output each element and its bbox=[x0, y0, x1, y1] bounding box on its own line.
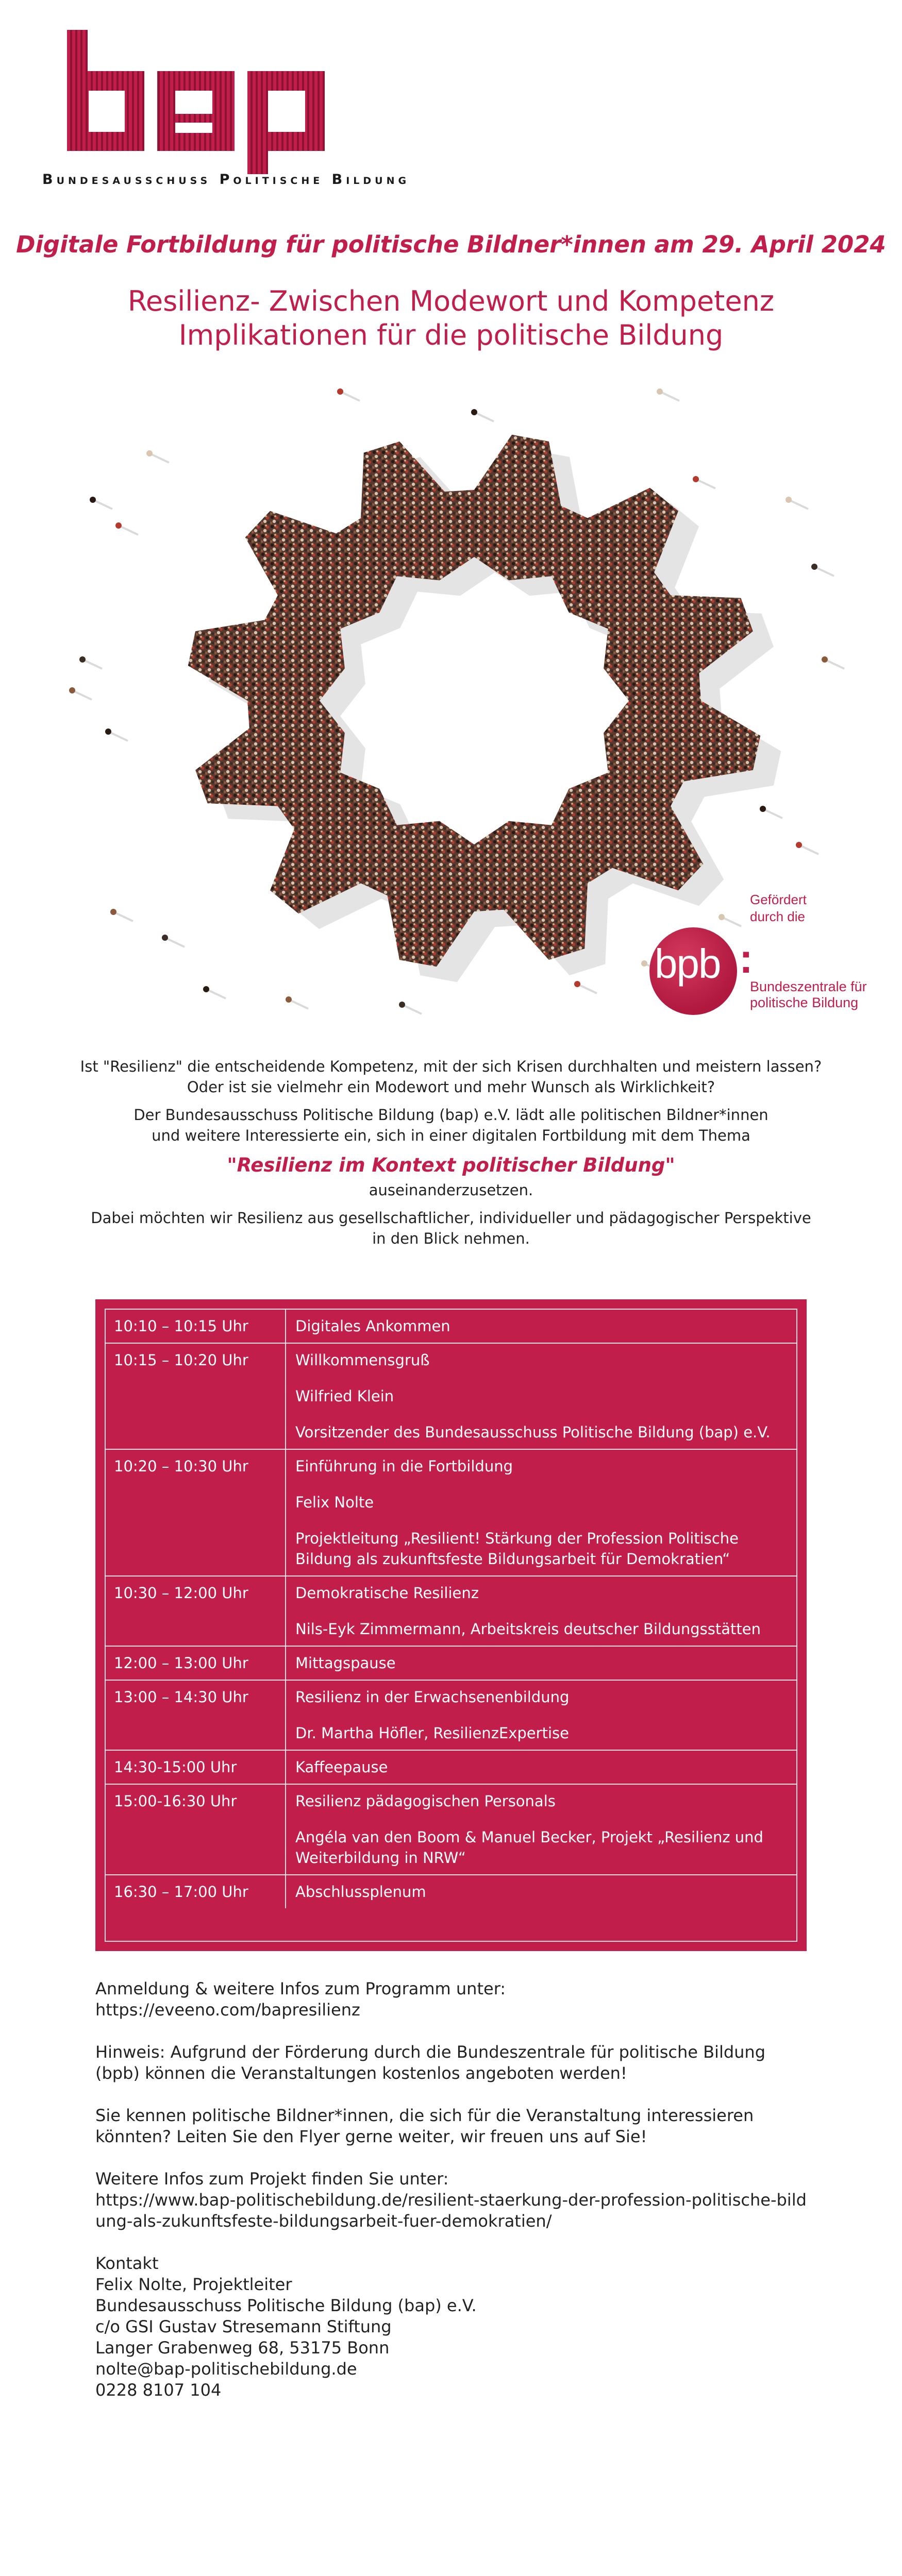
person-dot bbox=[786, 497, 792, 503]
schedule-table bbox=[95, 1299, 807, 1951]
schedule-row bbox=[106, 1647, 796, 1681]
schedule-row bbox=[106, 1681, 796, 1751]
registration-label: Anmeldung & weitere Infos zum Programm unter: bbox=[95, 1979, 506, 1998]
intro-question-line2: Oder ist sie vielmehr ein Modewort und mehr Wunsch als Wirklichkeit? bbox=[187, 1078, 715, 1096]
schedule-session-title: Digitales Ankommen bbox=[295, 1317, 450, 1335]
schedule-session-title: Demokratische Resilienz bbox=[295, 1584, 479, 1602]
person-dot bbox=[641, 960, 647, 967]
bpb-logo-colon: : bbox=[739, 936, 753, 981]
schedule-content bbox=[286, 1577, 796, 1646]
intro-continuation: auseinanderzusetzen. bbox=[369, 1181, 533, 1199]
schedule-row bbox=[106, 1875, 796, 1908]
bap-logo bbox=[36, 25, 500, 200]
person-dot bbox=[811, 564, 817, 570]
schedule-content bbox=[286, 1875, 796, 1908]
schedule-time: 16:30 – 17:00 Uhr bbox=[106, 1875, 286, 1908]
contact-block bbox=[95, 2253, 812, 2401]
funding-notice bbox=[649, 891, 887, 1020]
schedule-content bbox=[286, 1310, 796, 1343]
funding-label-line1: Gefördert bbox=[750, 892, 807, 907]
schedule-content bbox=[286, 1681, 796, 1750]
schedule-time: 10:20 – 10:30 Uhr bbox=[106, 1450, 286, 1575]
event-title bbox=[0, 284, 902, 352]
schedule-time: 15:00-16:30 Uhr bbox=[106, 1785, 286, 1874]
intro-question-line1: Ist "Resilienz" die entscheidende Kompetenz, mit der sich Krisen durchhalten und meistern lassen? bbox=[80, 1058, 822, 1075]
share-note: Sie kennen politische Bildner*innen, die sich für die Veranstaltung interessieren könnten? Leiten Sie den Flyer gerne weiter, wir freuen uns auf Sie! bbox=[95, 2106, 754, 2146]
intro-text bbox=[52, 1056, 850, 1256]
intro-question bbox=[52, 1056, 850, 1097]
contact-org: Bundesausschuss Politische Bildung (bap) e.V. bbox=[95, 2296, 477, 2315]
funding-label bbox=[750, 891, 807, 925]
registration-info bbox=[95, 1978, 812, 2021]
footer-info bbox=[95, 1978, 812, 2422]
schedule-session-title: Mittagspause bbox=[295, 1654, 396, 1672]
schedule-content bbox=[286, 1647, 796, 1680]
schedule-session-detail: Vorsitzender des Bundesausschuss Politische Bildung (bap) e.V. bbox=[295, 1423, 771, 1441]
schedule-row bbox=[106, 1577, 796, 1647]
person-dot bbox=[79, 656, 86, 663]
schedule-time: 14:30-15:00 Uhr bbox=[106, 1751, 286, 1784]
schedule-session-title: Willkommensgruß bbox=[295, 1351, 430, 1369]
contact-street: Langer Grabenweg 68, 53175 Bonn bbox=[95, 2338, 390, 2358]
bpb-name-line2: politische Bildung bbox=[750, 995, 859, 1010]
schedule-session-title: Abschlussplenum bbox=[295, 1883, 426, 1901]
contact-email[interactable]: nolte@bap-politischebildung.de bbox=[95, 2359, 357, 2379]
contact-heading: Kontakt bbox=[95, 2253, 159, 2273]
schedule-time: 12:00 – 13:00 Uhr bbox=[106, 1647, 286, 1680]
schedule-session-detail: Felix Nolte bbox=[295, 1494, 374, 1511]
bpb-logo-text: bpb bbox=[655, 941, 721, 987]
intro-invitation-line1: Der Bundesausschuss Politische Bildung (bap) e.V. lädt alle politischen Bildner*innen bbox=[133, 1106, 769, 1124]
logo-subline: Bundesausschuss Politische Bildung bbox=[42, 172, 410, 188]
schedule-row bbox=[106, 1310, 796, 1344]
project-info bbox=[95, 2168, 812, 2232]
schedule-content bbox=[286, 1450, 796, 1575]
schedule-time: 10:15 – 10:20 Uhr bbox=[106, 1344, 286, 1449]
intro-invitation-line2: und weitere Interessierte ein, sich in einer digitalen Fortbildung mit dem Thema bbox=[152, 1127, 750, 1144]
schedule-row bbox=[106, 1344, 796, 1450]
intro-perspective-line1: Dabei möchten wir Resilienz aus gesellschaftlicher, individueller und pädagogischer Perspektive bbox=[91, 1209, 811, 1227]
person-dot bbox=[693, 476, 699, 482]
contact-co: c/o GSI Gustav Stresemann Stiftung bbox=[95, 2317, 392, 2336]
event-title-line2: Implikationen für die politische Bildung bbox=[178, 319, 724, 351]
schedule-content bbox=[286, 1751, 796, 1784]
person-dot bbox=[796, 842, 802, 848]
event-title-line1: Resilienz- Zwischen Modewort und Kompetenz bbox=[127, 285, 775, 317]
funding-hint: Hinweis: Aufgrund der Förderung durch die Bundeszentrale für politische Bildung (bpb) können die Veranstaltungen kostenlos angeboten werden! bbox=[95, 2042, 766, 2083]
bap-wordmark-graphic bbox=[67, 30, 356, 174]
person-dot bbox=[286, 996, 292, 1003]
person-dot bbox=[115, 522, 122, 529]
schedule-content bbox=[286, 1344, 796, 1449]
schedule-time: 10:10 – 10:15 Uhr bbox=[106, 1310, 286, 1343]
schedule-time: 10:30 – 12:00 Uhr bbox=[106, 1577, 286, 1646]
schedule-session-title: Einführung in die Fortbildung bbox=[295, 1458, 513, 1475]
person-dot bbox=[90, 497, 96, 503]
project-info-label: Weitere Infos zum Projekt finden Sie unter: bbox=[95, 2169, 449, 2189]
schedule-session-detail: Dr. Martha Höfler, ResilienzExpertise bbox=[295, 1724, 569, 1742]
schedule-session-detail: Nils-Eyk Zimmermann, Arbeitskreis deutscher Bildungsstätten bbox=[295, 1620, 761, 1638]
schedule-session-detail: Wilfried Klein bbox=[295, 1387, 394, 1405]
contact-phone: 0228 8107 104 bbox=[95, 2380, 222, 2400]
schedule-session-title: Resilienz pädagogischen Personals bbox=[295, 1792, 556, 1810]
person-dot bbox=[105, 728, 111, 735]
intro-perspective bbox=[52, 1208, 850, 1249]
schedule-session-title: Kaffeepause bbox=[295, 1758, 388, 1776]
person-dot bbox=[822, 656, 828, 663]
schedule-table-body bbox=[105, 1309, 797, 1942]
person-dot bbox=[399, 1002, 405, 1008]
schedule-content bbox=[286, 1785, 796, 1874]
schedule-session-detail: Projektleitung „Resilient! Stärkung der Profession Politische Bildung als zukunftsfeste Bildungsarbeit für Demokratien“ bbox=[295, 1530, 739, 1568]
person-dot bbox=[146, 450, 153, 456]
funding-label-line2: durch die bbox=[750, 909, 805, 924]
person-dot bbox=[203, 986, 209, 992]
topic-highlight: "Resilienz im Kontext politischer Bildung" bbox=[227, 1154, 675, 1176]
intro-perspective-line2: in den Blick nehmen. bbox=[372, 1230, 530, 1247]
schedule-session-title: Resilienz in der Erwachsenenbildung bbox=[295, 1688, 570, 1706]
schedule-session-detail: Angéla van den Boom & Manuel Becker, Projekt „Resilienz und Weiterbildung in NRW“ bbox=[295, 1828, 763, 1867]
person-dot bbox=[760, 806, 766, 812]
schedule-row bbox=[106, 1785, 796, 1875]
person-dot bbox=[471, 409, 477, 415]
event-subtitle: Digitale Fortbildung für politische Bildner*innen am 29. April 2024 bbox=[16, 231, 886, 258]
bpb-name bbox=[750, 979, 867, 1011]
person-dot bbox=[574, 981, 580, 987]
project-link[interactable]: https://www.bap-politischebildung.de/resilient-staerkung-der-profession-politische-bildung-als-zukunftsfeste-bildungsarbeit-fuer-demokratien/ bbox=[95, 2190, 807, 2231]
schedule-time: 13:00 – 14:30 Uhr bbox=[106, 1681, 286, 1750]
contact-name: Felix Nolte, Projektleiter bbox=[95, 2275, 292, 2294]
person-dot bbox=[110, 909, 116, 915]
person-dot bbox=[337, 388, 343, 395]
schedule-row bbox=[106, 1450, 796, 1577]
person-dot bbox=[162, 935, 168, 941]
intro-invitation bbox=[52, 1105, 850, 1146]
person-dot bbox=[69, 687, 75, 693]
bpb-name-line1: Bundeszentrale für bbox=[750, 979, 867, 994]
schedule-row bbox=[106, 1751, 796, 1785]
person-dot bbox=[657, 388, 663, 395]
registration-link[interactable]: https://eveeno.com/bapresilienz bbox=[95, 2000, 360, 2020]
